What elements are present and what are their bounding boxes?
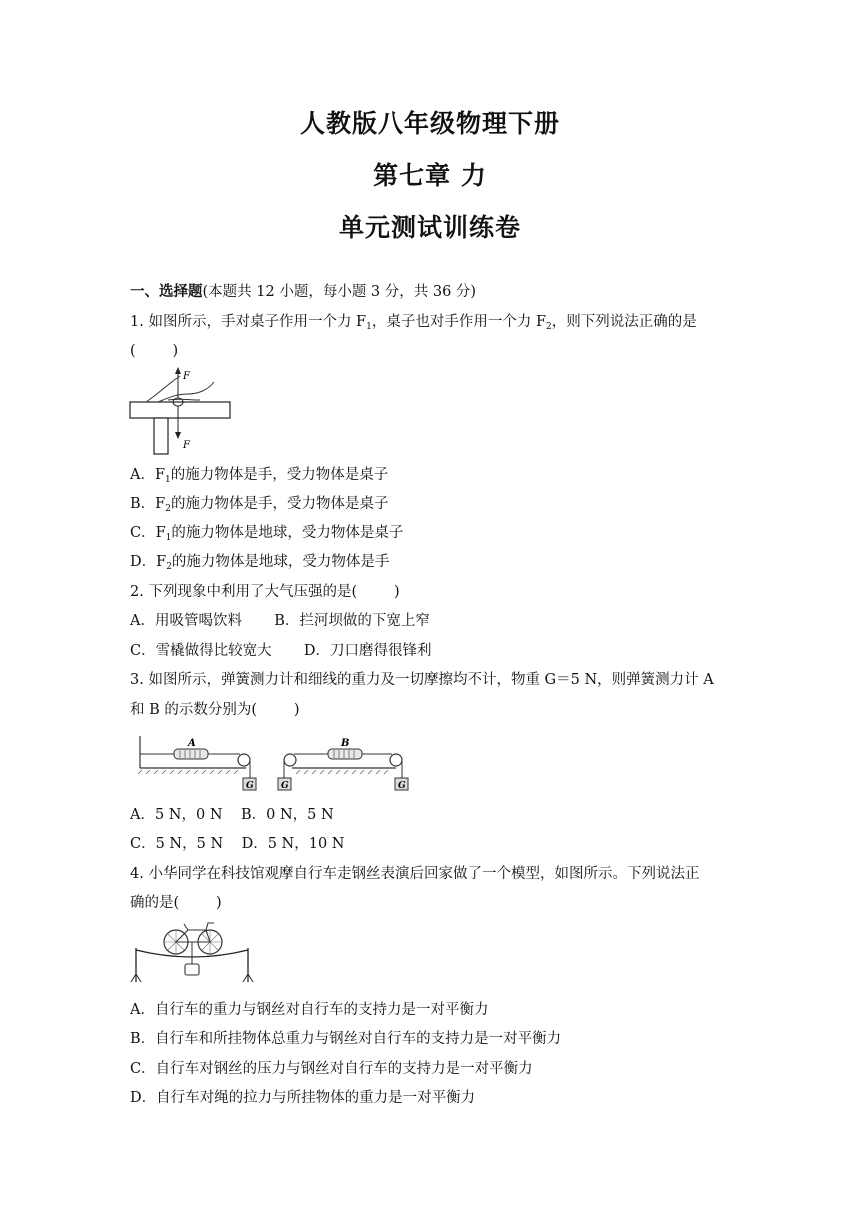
q2-stem: 2. 下列现象中利用了大气压强的是( ) (130, 584, 400, 600)
section-label: 一、选择题 (130, 283, 203, 300)
label-b: B (341, 738, 350, 749)
q4-stem-line2: 确的是( ) (130, 895, 222, 911)
q4-option-d: D．自行车对绳的拉力与所挂物体的重力是一对平衡力 (130, 1090, 476, 1106)
q1-option-c (130, 523, 403, 543)
q1-paren: ( ) (130, 343, 179, 359)
q4-stem-line1: 4. 小华同学在科技馆观摩自行车走钢丝表演后回家做了一个模型，如图所示。下列说法正 (130, 866, 700, 882)
q3-options-row2: C．5 N，5 N D．5 N，10 N (130, 836, 345, 852)
q3-options-row1: A．5 N，0 N B．0 N，5 N (130, 807, 334, 823)
opt-part: 的施力物体是手，受力物体是桌子 (170, 467, 389, 483)
q1-sub: 1 (366, 322, 372, 332)
q1-stem-part: ，桌子也对手作用一个力 F (371, 314, 547, 330)
section-note: (本题共 12 小题，每小题 3 分，共 36 分) (202, 284, 477, 300)
opt-sub: 2 (166, 562, 172, 572)
q1-option-a (130, 465, 388, 485)
label-f1: F (183, 440, 190, 451)
q4-option-a: A．自行车的重力与钢丝对自行车的支持力是一对平衡力 (130, 1002, 489, 1018)
q1-option-b (130, 494, 388, 514)
label-g: G (398, 781, 406, 791)
opt-part: D．F (130, 554, 167, 570)
q4-option-b: B．自行车和所挂物体总重力与钢丝对自行车的支持力是一对平衡力 (130, 1031, 562, 1047)
q1-sub: 2 (546, 322, 552, 332)
label-a: A (188, 738, 196, 749)
opt-sub: 1 (165, 475, 171, 485)
opt-part: 的施力物体是地球，受力物体是手 (171, 554, 390, 570)
opt-part: B．F (130, 496, 166, 512)
section-heading (130, 282, 476, 302)
q2-options-row2: C．雪橇做得比较宽大 D．刀口磨得很锋利 (130, 643, 432, 659)
label-g: G (246, 781, 254, 791)
q1-stem-part: 1. 如图所示，手对桌子作用一个力 F (130, 314, 367, 330)
q3-figure-spring-scales (134, 734, 412, 794)
q1-figure-hand-table (128, 364, 234, 458)
label-f2: F (183, 371, 190, 382)
opt-sub: 1 (165, 533, 172, 543)
opt-part: 的施力物体是手，受力物体是桌子 (170, 496, 389, 512)
q3-stem-line1: 3. 如图所示，弹簧测力计和细线的重力及一切摩擦均不计，物重 G＝5 N，则弹簧测力计 A (130, 672, 714, 688)
chapter-title: 第七章 力 (373, 161, 487, 190)
q4-option-c: C．自行车对钢丝的压力与钢丝对自行车的支持力是一对平衡力 (130, 1061, 533, 1077)
q2-options-row1: A．用吸管喝饮料 B．拦河坝做的下宽上窄 (130, 613, 430, 629)
label-g: G (281, 781, 289, 791)
q4-figure-bicycle-wire (128, 920, 256, 986)
q1-stem (130, 312, 697, 332)
doc-title: 人教版八年级物理下册 (299, 109, 560, 138)
opt-sub: 2 (165, 504, 171, 514)
q3-stem-line2: 和 B 的示数分别为( ) (130, 702, 300, 718)
q1-stem-part: ，则下列说法正确的是 (551, 314, 697, 330)
unit-title: 单元测试训练卷 (338, 213, 521, 242)
opt-part: C．F (130, 525, 166, 541)
opt-part: A．F (130, 467, 166, 483)
q1-option-d (130, 552, 389, 572)
opt-part: 的施力物体是地球，受力物体是桌子 (171, 525, 404, 541)
